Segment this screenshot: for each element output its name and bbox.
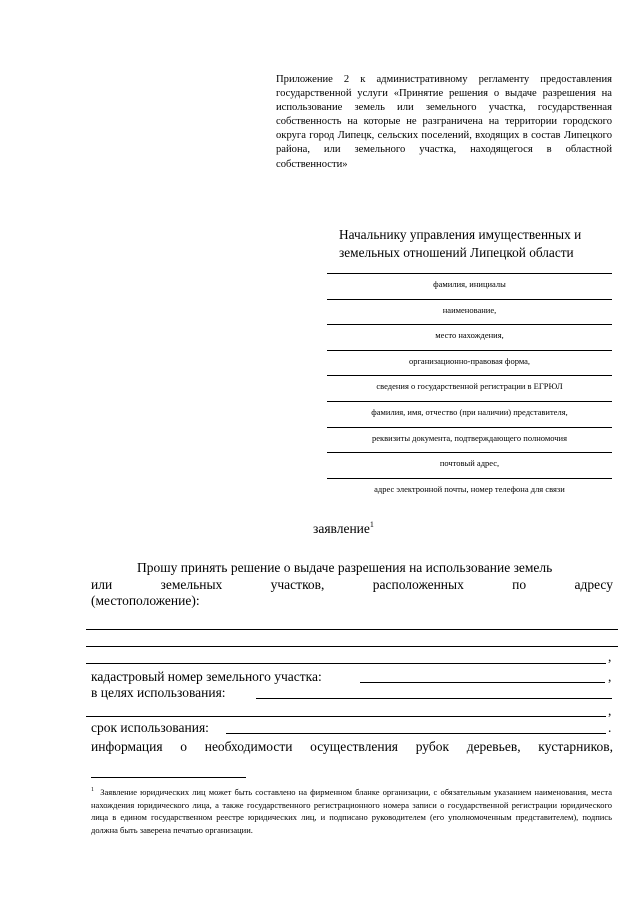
field-caption: фамилия, имя, отчество (при наличии) представителя, xyxy=(371,406,568,417)
applicant-field-postal-address[interactable] xyxy=(327,452,612,478)
footnote-separator xyxy=(91,777,246,778)
comma-mark: , xyxy=(608,669,612,684)
blank-line xyxy=(327,350,612,351)
field-caption: почтовый адрес, xyxy=(439,458,500,469)
term-input[interactable] xyxy=(226,733,606,734)
applicant-field-representative[interactable] xyxy=(327,401,612,427)
field-caption: наименование, xyxy=(442,304,497,315)
blank-line xyxy=(327,478,612,479)
comma-mark: , xyxy=(608,703,612,718)
blank-line xyxy=(327,452,612,453)
field-caption: организационно-правовая форма, xyxy=(408,355,531,366)
statement-title xyxy=(313,521,374,537)
purpose-input-line-2[interactable] xyxy=(86,716,606,717)
addressee: Начальнику управления имущественных и земельных отношений Липецкой области xyxy=(339,227,582,260)
cadastral-number-input[interactable] xyxy=(360,682,605,683)
blank-line xyxy=(327,401,612,402)
statement-title-text: заявление xyxy=(313,521,370,536)
cadastral-number-label: кадастровый номер земельного участка: xyxy=(91,669,322,684)
request-line: или земельных участков, расположенных по адресу xyxy=(91,576,613,592)
applicant-field-name-initials[interactable] xyxy=(327,273,612,299)
blank-line xyxy=(327,427,612,428)
location-input-line-3[interactable] xyxy=(86,663,606,664)
field-caption: сведения о государственной регистрации в ЕГРЮЛ xyxy=(376,381,563,392)
blank-line xyxy=(327,273,612,274)
comma-mark: , xyxy=(608,649,612,664)
applicant-field-legal-form[interactable] xyxy=(327,350,612,376)
location-input-line-1[interactable] xyxy=(86,629,618,630)
applicant-field-location[interactable] xyxy=(327,324,612,350)
applicant-details-block xyxy=(327,273,612,503)
footnote-text: Заявление юридических лиц может быть составлено на фирменном бланке организации, с обязательным указанием наименования, места нахождения юридического лица, а также государственного регистрационного номера записи о государственной регистрации юридического лица в едином государственном реестре юридических лиц, и подписано руководителем (его уполномоченным представителем), подпись должна быть заверена печатью организации. xyxy=(91,787,613,835)
request-line: Прошу принять решение о выдаче разрешения на использование земель xyxy=(137,560,553,575)
request-line: (местоположение): xyxy=(91,593,200,608)
purpose-label: в целях использования: xyxy=(91,685,226,700)
footnote-mark: 1 xyxy=(91,787,94,793)
blank-line xyxy=(327,375,612,376)
applicant-field-contacts[interactable] xyxy=(327,478,612,504)
blank-line xyxy=(327,299,612,300)
field-caption: место нахождения, xyxy=(435,330,504,341)
request-paragraph xyxy=(91,560,613,610)
tree-felling-info-line: информация о необходимости осуществления рубок деревьев, кустарников, xyxy=(91,739,613,754)
field-caption: реквизиты документа, подтверждающего полномочия xyxy=(371,432,567,443)
term-label: срок использования: xyxy=(91,720,209,735)
applicant-field-registration[interactable] xyxy=(327,375,612,401)
blank-line xyxy=(327,324,612,325)
field-caption: адрес электронной почты, номер телефона для связи xyxy=(374,483,565,494)
applicant-field-authority-document[interactable] xyxy=(327,427,612,453)
appendix-note: Приложение 2 к административному регламенту предоставления государственной услуги «Принятие решения о выдаче разрешения на использование земель или земельного участка, государственная собственность на которые не разграничена на территории городского округа город Липецк, сельских поселений, входящих в состав Липецкого района, или земельного участка, находящегося в областной собственности» xyxy=(276,74,612,170)
footnote-ref: 1 xyxy=(369,520,374,529)
location-input-line-2[interactable] xyxy=(86,646,618,647)
applicant-field-organization-name[interactable] xyxy=(327,299,612,325)
period-mark: . xyxy=(608,720,612,735)
purpose-input-line-1[interactable] xyxy=(256,698,612,699)
footnote xyxy=(91,786,612,836)
field-caption: фамилия, инициалы xyxy=(433,279,506,289)
